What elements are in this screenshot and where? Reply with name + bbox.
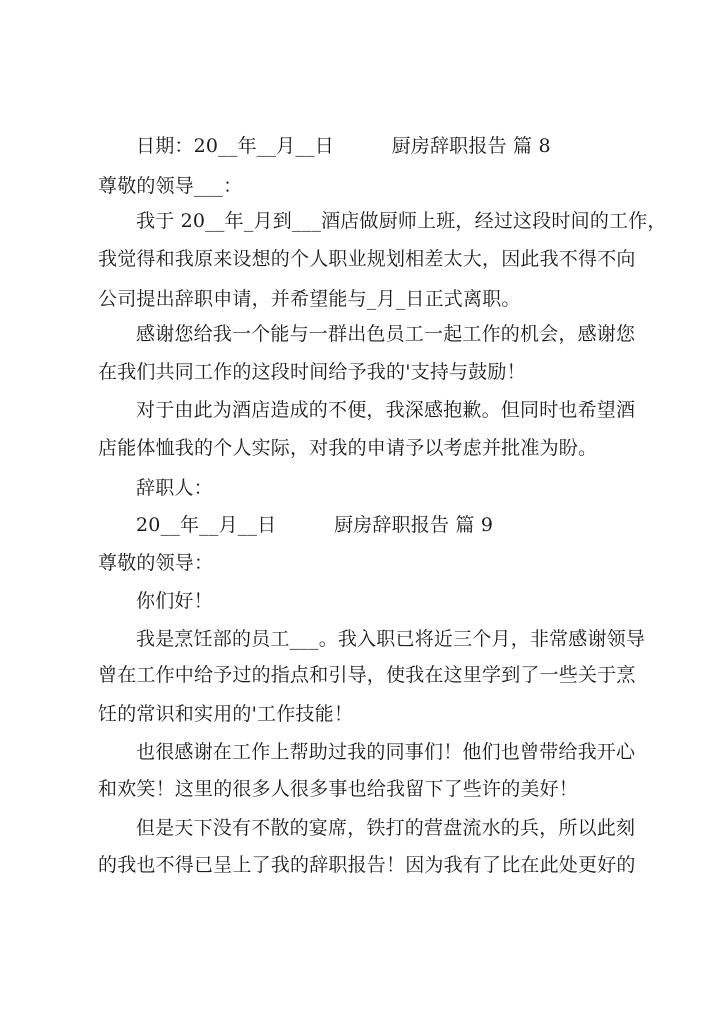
paragraph-line: 我觉得和我原来设想的个人职业规划相差太大，因此我不得不向	[98, 248, 636, 270]
date-heading-line-9: 20__年__月__日 厨房辞职报告 篇 9	[136, 514, 494, 536]
paragraph-line: 公司提出辞职申请，并希望能与_月_日正式离职。	[98, 288, 521, 310]
greeting-line: 你们好！	[136, 590, 213, 612]
paragraph-line: 感谢您给我一个能与一群出色员工一起工作的机会，感谢您	[136, 323, 636, 345]
paragraph-line: 但是天下没有不散的宴席，铁打的营盘流水的兵，所以此刻	[136, 817, 636, 839]
salutation-line: 尊敬的领导___：	[98, 175, 243, 197]
paragraph-line: 店能体恤我的个人实际，对我的申请予以考虑并批准为盼。	[98, 437, 598, 459]
paragraph-line: 也很感谢在工作上帮助过我的同事们！他们也曾带给我开心	[136, 741, 636, 763]
paragraph-line: 在我们共同工作的这段时间给予我的'支持与鼓励！	[98, 361, 526, 383]
paragraph-line: 的我也不得已呈上了我的辞职报告！因为我有了比在此处更好的	[98, 854, 636, 876]
salutation-line: 尊敬的领导：	[98, 552, 214, 574]
paragraph-line: 我于 20__年_月到___酒店做厨师上班，经过这段时间的工作，	[136, 210, 667, 232]
paragraph-line: 对于由此为酒店造成的不便，我深感抱歉。但同时也希望酒	[136, 399, 636, 421]
date-heading-line-8: 日期：20__年__月__日 厨房辞职报告 篇 8	[136, 135, 551, 157]
paragraph-line: 饪的常识和实用的'工作技能！	[98, 703, 354, 725]
paragraph-line: 曾在工作中给予过的指点和引导，使我在这里学到了一些关于烹	[98, 664, 636, 686]
signature-line: 辞职人：	[136, 477, 213, 499]
paragraph-line: 我是烹饪部的员工___。我入职已将近三个月，非常感谢领导	[136, 628, 646, 650]
paragraph-line: 和欢笑！这里的很多人很多事也给我留下了些许的美好！	[98, 778, 579, 800]
